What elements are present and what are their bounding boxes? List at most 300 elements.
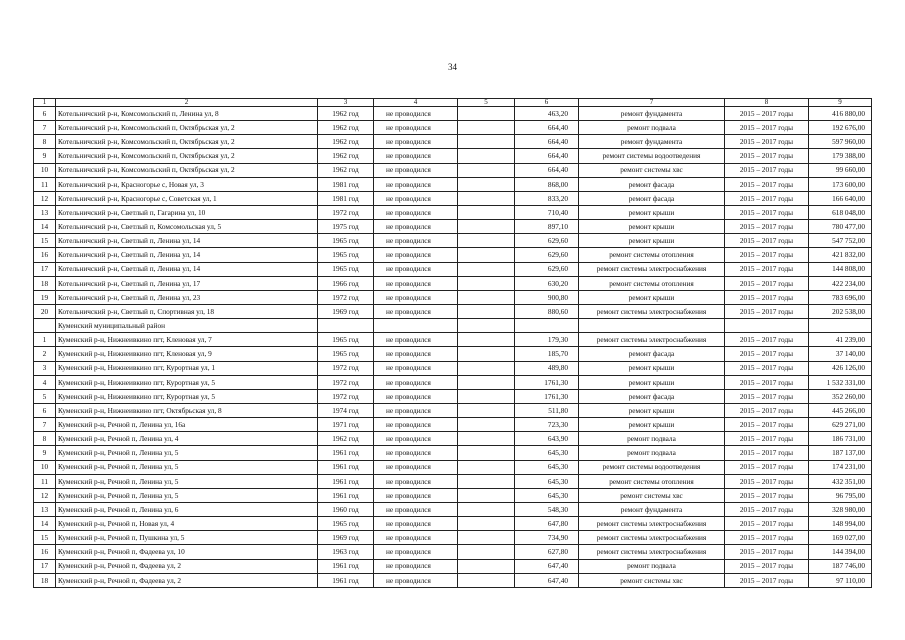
period-cell: 2015 – 2017 годы xyxy=(725,559,809,573)
area-cell: 664,40 xyxy=(515,163,579,177)
empty-cell xyxy=(458,389,515,403)
address-cell: Котельничский р-н, Светлый п, Ленина ул, 14 xyxy=(56,248,318,262)
last-repair-cell: не проводился xyxy=(374,177,458,191)
work-type-cell: ремонт крыши xyxy=(579,361,725,375)
table-row xyxy=(34,502,872,516)
last-repair-cell: не проводился xyxy=(374,220,458,234)
area-cell: 647,40 xyxy=(515,573,579,587)
empty-cell xyxy=(458,333,515,347)
address-cell: Котельничский р-н, Светлый п, Ленина ул, 23 xyxy=(56,290,318,304)
row-number: 10 xyxy=(34,163,56,177)
work-type-cell: ремонт фасада xyxy=(579,177,725,191)
page-number: 34 xyxy=(448,62,457,72)
empty-cell xyxy=(458,163,515,177)
period-cell: 2015 – 2017 годы xyxy=(725,375,809,389)
address-cell: Котельничский р-н, Светлый п, Ленина ул, 14 xyxy=(56,262,318,276)
address-cell: Куменский р-н, Речной п, Фадеева ул, 2 xyxy=(56,573,318,587)
last-repair-cell: не проводился xyxy=(374,389,458,403)
year-built-cell: 1972 год xyxy=(318,375,374,389)
year-built-cell: 1961 год xyxy=(318,573,374,587)
capital-repair-table xyxy=(33,98,872,588)
work-type-cell: ремонт системы электроснабжения xyxy=(579,531,725,545)
work-type-cell: ремонт фасада xyxy=(579,389,725,403)
period-cell: 2015 – 2017 годы xyxy=(725,333,809,347)
table-row xyxy=(34,573,872,587)
area-cell: 645,30 xyxy=(515,488,579,502)
last-repair-cell: не проводился xyxy=(374,121,458,135)
address-cell: Котельничский р-н, Светлый п, Спортивная ул, 18 xyxy=(56,304,318,318)
year-built-cell: 1981 год xyxy=(318,191,374,205)
area-cell: 645,30 xyxy=(515,460,579,474)
area-cell: 1761,30 xyxy=(515,375,579,389)
address-cell: Куменский р-н, Речной п, Новая ул, 4 xyxy=(56,517,318,531)
period-cell: 2015 – 2017 годы xyxy=(725,248,809,262)
table-row xyxy=(34,446,872,460)
empty-cell xyxy=(458,135,515,149)
period-cell: 2015 – 2017 годы xyxy=(725,177,809,191)
row-number: 13 xyxy=(34,205,56,219)
empty-cell xyxy=(458,403,515,417)
area-cell: 645,30 xyxy=(515,474,579,488)
empty-cell xyxy=(458,177,515,191)
work-type-cell: ремонт крыши xyxy=(579,375,725,389)
cost-cell: 202 538,00 xyxy=(809,304,872,318)
address-cell: Куменский р-н, Речной п, Ленина ул, 6 xyxy=(56,502,318,516)
empty-cell xyxy=(458,262,515,276)
area-cell: 710,40 xyxy=(515,205,579,219)
last-repair-cell: не проводился xyxy=(374,418,458,432)
table-row xyxy=(34,389,872,403)
row-number: 15 xyxy=(34,531,56,545)
table-row xyxy=(34,432,872,446)
table-row xyxy=(34,375,872,389)
work-type-cell: ремонт подвала xyxy=(579,446,725,460)
work-type-cell: ремонт системы электроснабжения xyxy=(579,262,725,276)
last-repair-cell: не проводился xyxy=(374,347,458,361)
cost-cell: 41 239,00 xyxy=(809,333,872,347)
year-built-cell: 1969 год xyxy=(318,531,374,545)
address-cell: Куменский р-н, Нижнеивкино пгт, Курортная ул, 5 xyxy=(56,389,318,403)
cost-cell: 328 980,00 xyxy=(809,502,872,516)
area-cell: 897,10 xyxy=(515,220,579,234)
year-built-cell: 1961 год xyxy=(318,488,374,502)
period-cell: 2015 – 2017 годы xyxy=(725,446,809,460)
work-type-cell: ремонт подвала xyxy=(579,432,725,446)
work-type-cell: ремонт системы водоотведения xyxy=(579,149,725,163)
work-type-cell: ремонт крыши xyxy=(579,220,725,234)
cost-cell: 422 234,00 xyxy=(809,276,872,290)
row-number: 14 xyxy=(34,517,56,531)
table-row xyxy=(34,347,872,361)
address-cell: Котельничский р-н, Комсомольский п, Октябрьская ул, 2 xyxy=(56,149,318,163)
empty-cell xyxy=(458,573,515,587)
year-built-cell xyxy=(318,319,374,333)
cost-cell: 547 752,00 xyxy=(809,234,872,248)
period-cell: 2015 – 2017 годы xyxy=(725,347,809,361)
row-number: 3 xyxy=(34,361,56,375)
column-number: 9 xyxy=(809,99,872,107)
year-built-cell: 1962 год xyxy=(318,135,374,149)
period-cell: 2015 – 2017 годы xyxy=(725,290,809,304)
address-cell: Куменский р-н, Речной п, Ленина ул, 4 xyxy=(56,432,318,446)
address-cell: Котельничский р-н, Светлый п, Гагарина ул, 10 xyxy=(56,205,318,219)
period-cell: 2015 – 2017 годы xyxy=(725,474,809,488)
row-number: 2 xyxy=(34,347,56,361)
work-type-cell: ремонт системы хвс xyxy=(579,163,725,177)
year-built-cell: 1965 год xyxy=(318,262,374,276)
table-row xyxy=(34,559,872,573)
table-row xyxy=(34,262,872,276)
cost-cell: 783 696,00 xyxy=(809,290,872,304)
year-built-cell: 1965 год xyxy=(318,333,374,347)
period-cell: 2015 – 2017 годы xyxy=(725,262,809,276)
year-built-cell: 1962 год xyxy=(318,149,374,163)
table-body xyxy=(34,107,872,588)
row-number: 17 xyxy=(34,559,56,573)
cost-cell: 187 746,00 xyxy=(809,559,872,573)
last-repair-cell: не проводился xyxy=(374,191,458,205)
table-row xyxy=(34,531,872,545)
column-number: 3 xyxy=(318,99,374,107)
year-built-cell: 1962 год xyxy=(318,121,374,135)
year-built-cell: 1962 год xyxy=(318,432,374,446)
last-repair-cell: не проводился xyxy=(374,545,458,559)
empty-cell xyxy=(458,276,515,290)
year-built-cell: 1972 год xyxy=(318,389,374,403)
area-cell: 900,80 xyxy=(515,290,579,304)
year-built-cell: 1962 год xyxy=(318,163,374,177)
empty-cell xyxy=(458,460,515,474)
row-number: 9 xyxy=(34,149,56,163)
year-built-cell: 1961 год xyxy=(318,559,374,573)
address-cell: Котельничский р-н, Светлый п, Ленина ул, 14 xyxy=(56,234,318,248)
cost-cell: 187 137,00 xyxy=(809,446,872,460)
last-repair-cell: не проводился xyxy=(374,135,458,149)
row-number: 6 xyxy=(34,403,56,417)
work-type-cell xyxy=(579,319,725,333)
year-built-cell: 1975 год xyxy=(318,220,374,234)
cost-cell: 166 640,00 xyxy=(809,191,872,205)
last-repair-cell: не проводился xyxy=(374,290,458,304)
last-repair-cell: не проводился xyxy=(374,361,458,375)
empty-cell xyxy=(458,304,515,318)
address-cell: Куменский муниципальный район xyxy=(56,319,318,333)
empty-cell xyxy=(458,121,515,135)
last-repair-cell xyxy=(374,319,458,333)
address-cell: Котельничский р-н, Светлый п, Ленина ул, 17 xyxy=(56,276,318,290)
area-cell: 179,30 xyxy=(515,333,579,347)
period-cell: 2015 – 2017 годы xyxy=(725,121,809,135)
table-row xyxy=(34,135,872,149)
area-cell: 629,60 xyxy=(515,234,579,248)
last-repair-cell: не проводился xyxy=(374,488,458,502)
cost-cell: 629 271,00 xyxy=(809,418,872,432)
row-number: 8 xyxy=(34,432,56,446)
row-number: 5 xyxy=(34,389,56,403)
last-repair-cell: не проводился xyxy=(374,149,458,163)
address-cell: Котельничский р-н, Светлый п, Комсомольская ул, 5 xyxy=(56,220,318,234)
column-number-row xyxy=(34,99,872,107)
address-cell: Куменский р-н, Речной п, Пушкина ул, 5 xyxy=(56,531,318,545)
cost-cell: 99 660,00 xyxy=(809,163,872,177)
row-number: 4 xyxy=(34,375,56,389)
cost-cell: 780 477,00 xyxy=(809,220,872,234)
table-row xyxy=(34,149,872,163)
table-row xyxy=(34,191,872,205)
address-cell: Куменский р-н, Речной п, Фадеева ул, 2 xyxy=(56,559,318,573)
cost-cell: 597 960,00 xyxy=(809,135,872,149)
last-repair-cell: не проводился xyxy=(374,502,458,516)
last-repair-cell: не проводился xyxy=(374,573,458,587)
empty-cell xyxy=(458,149,515,163)
column-number: 2 xyxy=(56,99,318,107)
last-repair-cell: не проводился xyxy=(374,333,458,347)
last-repair-cell: не проводился xyxy=(374,432,458,446)
address-cell: Котельничский р-н, Комсомольский п, Октябрьская ул, 2 xyxy=(56,135,318,149)
row-number: 6 xyxy=(34,107,56,121)
work-type-cell: ремонт фасада xyxy=(579,191,725,205)
last-repair-cell: не проводился xyxy=(374,474,458,488)
column-number: 8 xyxy=(725,99,809,107)
last-repair-cell: не проводился xyxy=(374,262,458,276)
table-row xyxy=(34,474,872,488)
work-type-cell: ремонт фасада xyxy=(579,347,725,361)
last-repair-cell: не проводился xyxy=(374,163,458,177)
area-cell: 511,80 xyxy=(515,403,579,417)
address-cell: Куменский р-н, Нижнеивкино пгт, Октябрьская ул, 8 xyxy=(56,403,318,417)
table-row xyxy=(34,545,872,559)
area-cell: 1761,30 xyxy=(515,389,579,403)
period-cell: 2015 – 2017 годы xyxy=(725,149,809,163)
empty-cell xyxy=(458,205,515,219)
year-built-cell: 1961 год xyxy=(318,474,374,488)
empty-cell xyxy=(458,347,515,361)
cost-cell: 618 048,00 xyxy=(809,205,872,219)
cost-cell: 421 832,00 xyxy=(809,248,872,262)
year-built-cell: 1965 год xyxy=(318,234,374,248)
address-cell: Куменский р-н, Нижнеивкино пгт, Курортная ул, 5 xyxy=(56,375,318,389)
area-cell: 647,80 xyxy=(515,517,579,531)
table-row xyxy=(34,107,872,121)
area-cell: 630,20 xyxy=(515,276,579,290)
table-row xyxy=(34,403,872,417)
cost-cell: 352 260,00 xyxy=(809,389,872,403)
empty-cell xyxy=(458,361,515,375)
empty-cell xyxy=(458,559,515,573)
year-built-cell: 1974 год xyxy=(318,403,374,417)
year-built-cell: 1966 год xyxy=(318,276,374,290)
table-row xyxy=(34,290,872,304)
table-row xyxy=(34,418,872,432)
address-cell: Котельничский р-н, Красногорье с, Советская ул, 1 xyxy=(56,191,318,205)
column-number: 4 xyxy=(374,99,458,107)
table-row xyxy=(34,517,872,531)
cost-cell: 148 994,00 xyxy=(809,517,872,531)
work-type-cell: ремонт системы водоотведения xyxy=(579,460,725,474)
work-type-cell: ремонт системы отопления xyxy=(579,474,725,488)
cost-cell: 445 266,00 xyxy=(809,403,872,417)
area-cell: 489,80 xyxy=(515,361,579,375)
address-cell: Куменский р-н, Речной п, Ленина ул, 5 xyxy=(56,446,318,460)
row-number: 17 xyxy=(34,262,56,276)
column-number: 6 xyxy=(515,99,579,107)
row-number: 20 xyxy=(34,304,56,318)
empty-cell xyxy=(458,432,515,446)
last-repair-cell: не проводился xyxy=(374,460,458,474)
empty-cell xyxy=(458,418,515,432)
year-built-cell: 1965 год xyxy=(318,347,374,361)
work-type-cell: ремонт системы электроснабжения xyxy=(579,545,725,559)
work-type-cell: ремонт системы хвс xyxy=(579,573,725,587)
column-number: 5 xyxy=(458,99,515,107)
area-cell xyxy=(515,319,579,333)
empty-cell xyxy=(458,234,515,248)
empty-cell xyxy=(458,531,515,545)
period-cell: 2015 – 2017 годы xyxy=(725,220,809,234)
work-type-cell: ремонт крыши xyxy=(579,234,725,248)
year-built-cell: 1969 год xyxy=(318,304,374,318)
period-cell: 2015 – 2017 годы xyxy=(725,531,809,545)
empty-cell xyxy=(458,502,515,516)
year-built-cell: 1961 год xyxy=(318,446,374,460)
column-number: 1 xyxy=(34,99,56,107)
work-type-cell: ремонт системы электроснабжения xyxy=(579,304,725,318)
empty-cell xyxy=(458,290,515,304)
cost-cell: 37 140,00 xyxy=(809,347,872,361)
row-number: 7 xyxy=(34,121,56,135)
area-cell: 868,00 xyxy=(515,177,579,191)
last-repair-cell: не проводился xyxy=(374,276,458,290)
cost-cell: 186 731,00 xyxy=(809,432,872,446)
empty-cell xyxy=(458,220,515,234)
table-row xyxy=(34,361,872,375)
row-number: 10 xyxy=(34,460,56,474)
row-number: 12 xyxy=(34,191,56,205)
table-row xyxy=(34,220,872,234)
period-cell: 2015 – 2017 годы xyxy=(725,488,809,502)
empty-cell xyxy=(458,488,515,502)
empty-cell xyxy=(458,191,515,205)
cost-cell: 426 126,00 xyxy=(809,361,872,375)
work-type-cell: ремонт крыши xyxy=(579,290,725,304)
cost-cell: 416 880,00 xyxy=(809,107,872,121)
period-cell xyxy=(725,319,809,333)
cost-cell: 169 027,00 xyxy=(809,531,872,545)
area-cell: 664,40 xyxy=(515,135,579,149)
address-cell: Котельничский р-н, Комсомольский п, Октябрьская ул, 2 xyxy=(56,121,318,135)
table-row xyxy=(34,333,872,347)
year-built-cell: 1971 год xyxy=(318,418,374,432)
area-cell: 664,40 xyxy=(515,149,579,163)
area-cell: 627,80 xyxy=(515,545,579,559)
address-cell: Куменский р-н, Речной п, Ленина ул, 5 xyxy=(56,474,318,488)
row-number: 14 xyxy=(34,220,56,234)
address-cell: Котельничский р-н, Комсомольский п, Ленина ул, 8 xyxy=(56,107,318,121)
work-type-cell: ремонт системы отопления xyxy=(579,276,725,290)
cost-cell: 432 351,00 xyxy=(809,474,872,488)
year-built-cell: 1960 год xyxy=(318,502,374,516)
row-number: 9 xyxy=(34,446,56,460)
table-row xyxy=(34,205,872,219)
row-number: 13 xyxy=(34,502,56,516)
row-number: 15 xyxy=(34,234,56,248)
last-repair-cell: не проводился xyxy=(374,234,458,248)
year-built-cell: 1965 год xyxy=(318,248,374,262)
cost-cell: 144 394,00 xyxy=(809,545,872,559)
cost-cell xyxy=(809,319,872,333)
year-built-cell: 1963 год xyxy=(318,545,374,559)
table-row xyxy=(34,177,872,191)
row-number: 7 xyxy=(34,418,56,432)
address-cell: Куменский р-н, Нижнеивкино пгт, Курортная ул, 1 xyxy=(56,361,318,375)
area-cell: 723,30 xyxy=(515,418,579,432)
period-cell: 2015 – 2017 годы xyxy=(725,418,809,432)
cost-cell: 173 600,00 xyxy=(809,177,872,191)
row-number: 1 xyxy=(34,333,56,347)
period-cell: 2015 – 2017 годы xyxy=(725,107,809,121)
table-row xyxy=(34,319,872,333)
period-cell: 2015 – 2017 годы xyxy=(725,460,809,474)
work-type-cell: ремонт системы хвс xyxy=(579,488,725,502)
year-built-cell: 1972 год xyxy=(318,290,374,304)
cost-cell: 1 532 331,00 xyxy=(809,375,872,389)
row-number: 8 xyxy=(34,135,56,149)
last-repair-cell: не проводился xyxy=(374,248,458,262)
empty-cell xyxy=(458,446,515,460)
period-cell: 2015 – 2017 годы xyxy=(725,304,809,318)
period-cell: 2015 – 2017 годы xyxy=(725,502,809,516)
area-cell: 664,40 xyxy=(515,121,579,135)
area-cell: 185,70 xyxy=(515,347,579,361)
table-row xyxy=(34,460,872,474)
area-cell: 833,20 xyxy=(515,191,579,205)
empty-cell xyxy=(458,474,515,488)
address-cell: Котельничский р-н, Комсомольский п, Октябрьская ул, 2 xyxy=(56,163,318,177)
work-type-cell: ремонт подвала xyxy=(579,121,725,135)
row-number: 12 xyxy=(34,488,56,502)
area-cell: 463,20 xyxy=(515,107,579,121)
row-number: 18 xyxy=(34,276,56,290)
empty-cell xyxy=(458,545,515,559)
address-cell: Куменский р-н, Речной п, Ленина ул, 16а xyxy=(56,418,318,432)
cost-cell: 179 388,00 xyxy=(809,149,872,163)
empty-cell xyxy=(458,107,515,121)
year-built-cell: 1981 год xyxy=(318,177,374,191)
work-type-cell: ремонт крыши xyxy=(579,403,725,417)
period-cell: 2015 – 2017 годы xyxy=(725,573,809,587)
empty-cell xyxy=(458,319,515,333)
cost-cell: 192 676,00 xyxy=(809,121,872,135)
year-built-cell: 1972 год xyxy=(318,205,374,219)
empty-cell xyxy=(458,517,515,531)
table-row xyxy=(34,163,872,177)
period-cell: 2015 – 2017 годы xyxy=(725,163,809,177)
area-cell: 647,40 xyxy=(515,559,579,573)
period-cell: 2015 – 2017 годы xyxy=(725,135,809,149)
period-cell: 2015 – 2017 годы xyxy=(725,191,809,205)
area-cell: 734,90 xyxy=(515,531,579,545)
address-cell: Куменский р-н, Нижнеивкино пгт, Кленовая ул, 9 xyxy=(56,347,318,361)
area-cell: 629,60 xyxy=(515,248,579,262)
work-type-cell: ремонт системы электроснабжения xyxy=(579,333,725,347)
last-repair-cell: не проводился xyxy=(374,205,458,219)
cost-cell: 144 808,00 xyxy=(809,262,872,276)
address-cell: Куменский р-н, Речной п, Ленина ул, 5 xyxy=(56,460,318,474)
last-repair-cell: не проводился xyxy=(374,446,458,460)
row-number: 16 xyxy=(34,545,56,559)
year-built-cell: 1965 год xyxy=(318,517,374,531)
cost-cell: 96 795,00 xyxy=(809,488,872,502)
